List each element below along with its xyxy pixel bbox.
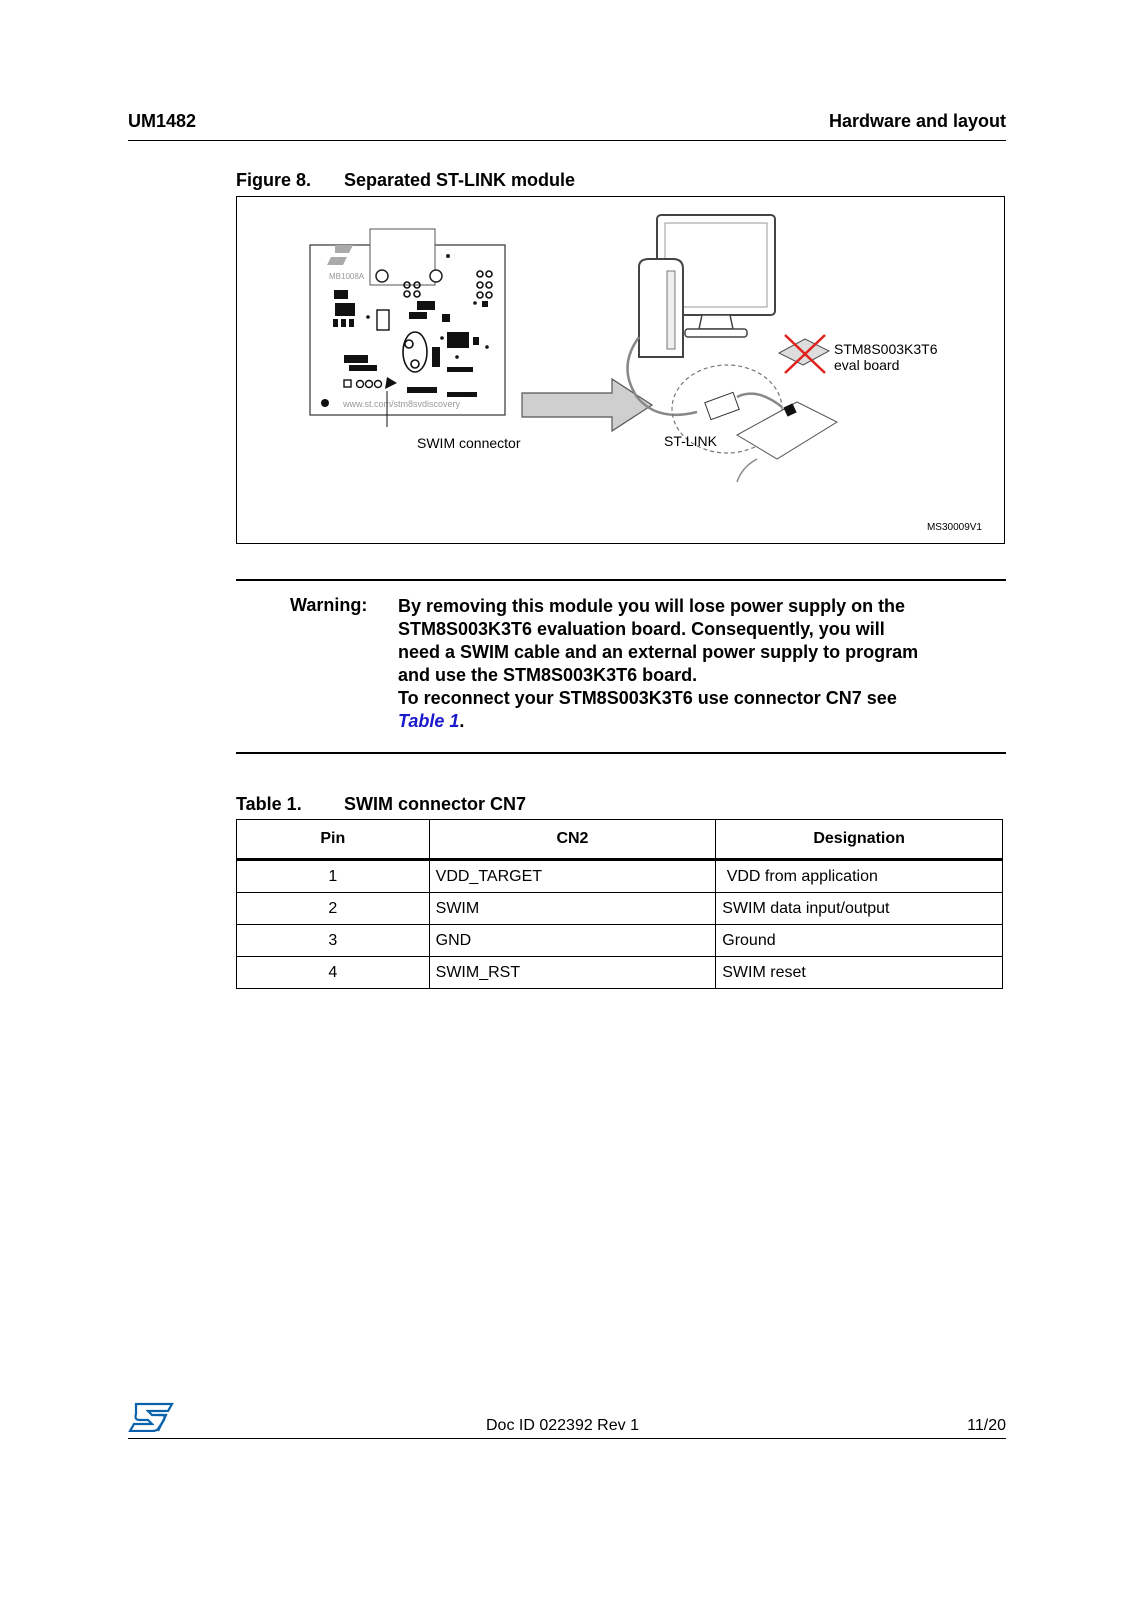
eval-board-label-line1: STM8S003K3T6 xyxy=(834,341,938,357)
cell-pin: 4 xyxy=(237,957,430,989)
crossed-eval-board-icon xyxy=(779,335,829,373)
doc-code: UM1482 xyxy=(128,111,197,131)
st-link-board xyxy=(310,229,505,427)
table-title: SWIM connector CN7 xyxy=(344,794,527,814)
cell-cn2: GND xyxy=(429,925,716,957)
cell-designation: VDD from application xyxy=(716,860,1003,893)
col-header-cn2: CN2 xyxy=(429,820,716,860)
warning-bottom-rule xyxy=(236,752,1006,754)
figure-box xyxy=(236,196,1005,544)
footer-page-number: 11/20 xyxy=(967,1417,1006,1434)
col-header-pin: Pin xyxy=(237,820,430,860)
table-caption xyxy=(236,794,526,815)
table-row xyxy=(237,893,1003,925)
warning-line: By removing this module you will lose power supply on the xyxy=(398,596,906,616)
cell-pin: 1 xyxy=(237,860,430,893)
pc-tower xyxy=(639,259,683,357)
cell-cn2: SWIM_RST xyxy=(429,957,716,989)
warning-label: Warning: xyxy=(290,595,368,615)
warning-line: and use the STM8S003K3T6 board. xyxy=(398,665,698,685)
table-number: Table 1. xyxy=(236,794,302,814)
st-link-label: ST-LINK xyxy=(664,433,717,449)
warning-line: To reconnect your STM8S003K3T6 use connector CN7 see xyxy=(398,688,897,708)
figure-number: Figure 8. xyxy=(236,170,312,190)
cell-cn2: SWIM xyxy=(429,893,716,925)
cell-cn2: VDD_TARGET xyxy=(429,860,716,893)
col-header-designation: Designation xyxy=(716,820,1003,860)
table-row xyxy=(237,957,1003,989)
warning-line: need a SWIM cable and an external power supply to program xyxy=(398,642,919,662)
eval-board-label xyxy=(834,341,938,373)
cell-pin: 3 xyxy=(237,925,430,957)
table-header-row xyxy=(237,820,1003,860)
cell-designation: SWIM data input/output xyxy=(716,893,1003,925)
figure-caption xyxy=(236,170,575,191)
warning-link-suffix: . xyxy=(459,711,465,731)
st-logo-icon xyxy=(128,1402,174,1432)
figure-id: MS30009V1 xyxy=(926,522,982,533)
warning-text xyxy=(398,595,978,733)
figure-title: Separated ST-LINK module xyxy=(344,170,576,190)
board-url-label: www.st.com/stm8svdiscovery xyxy=(343,399,461,409)
board-id-label: MB1008A xyxy=(329,272,365,281)
table-row xyxy=(237,860,1003,893)
eval-board xyxy=(737,402,837,482)
table-row xyxy=(237,925,1003,957)
warning-line: STM8S003K3T6 evaluation board. Consequently, you will xyxy=(398,619,885,639)
swim-connector-label: SWIM connector xyxy=(417,435,521,451)
warning-top-rule xyxy=(236,579,1006,581)
footer-doc-id: Doc ID 022392 Rev 1 xyxy=(486,1417,639,1434)
eval-board-label-line2: eval board xyxy=(834,357,900,373)
table-1-link[interactable]: Table 1 xyxy=(398,711,460,731)
swim-connector-table xyxy=(236,819,1003,989)
footer-rule xyxy=(128,1438,1006,1439)
header-rule xyxy=(128,140,1006,141)
section-title: Hardware and layout xyxy=(828,111,1006,131)
cell-designation: SWIM reset xyxy=(716,957,1003,989)
cell-pin: 2 xyxy=(237,893,430,925)
cell-designation: Ground xyxy=(716,925,1003,957)
